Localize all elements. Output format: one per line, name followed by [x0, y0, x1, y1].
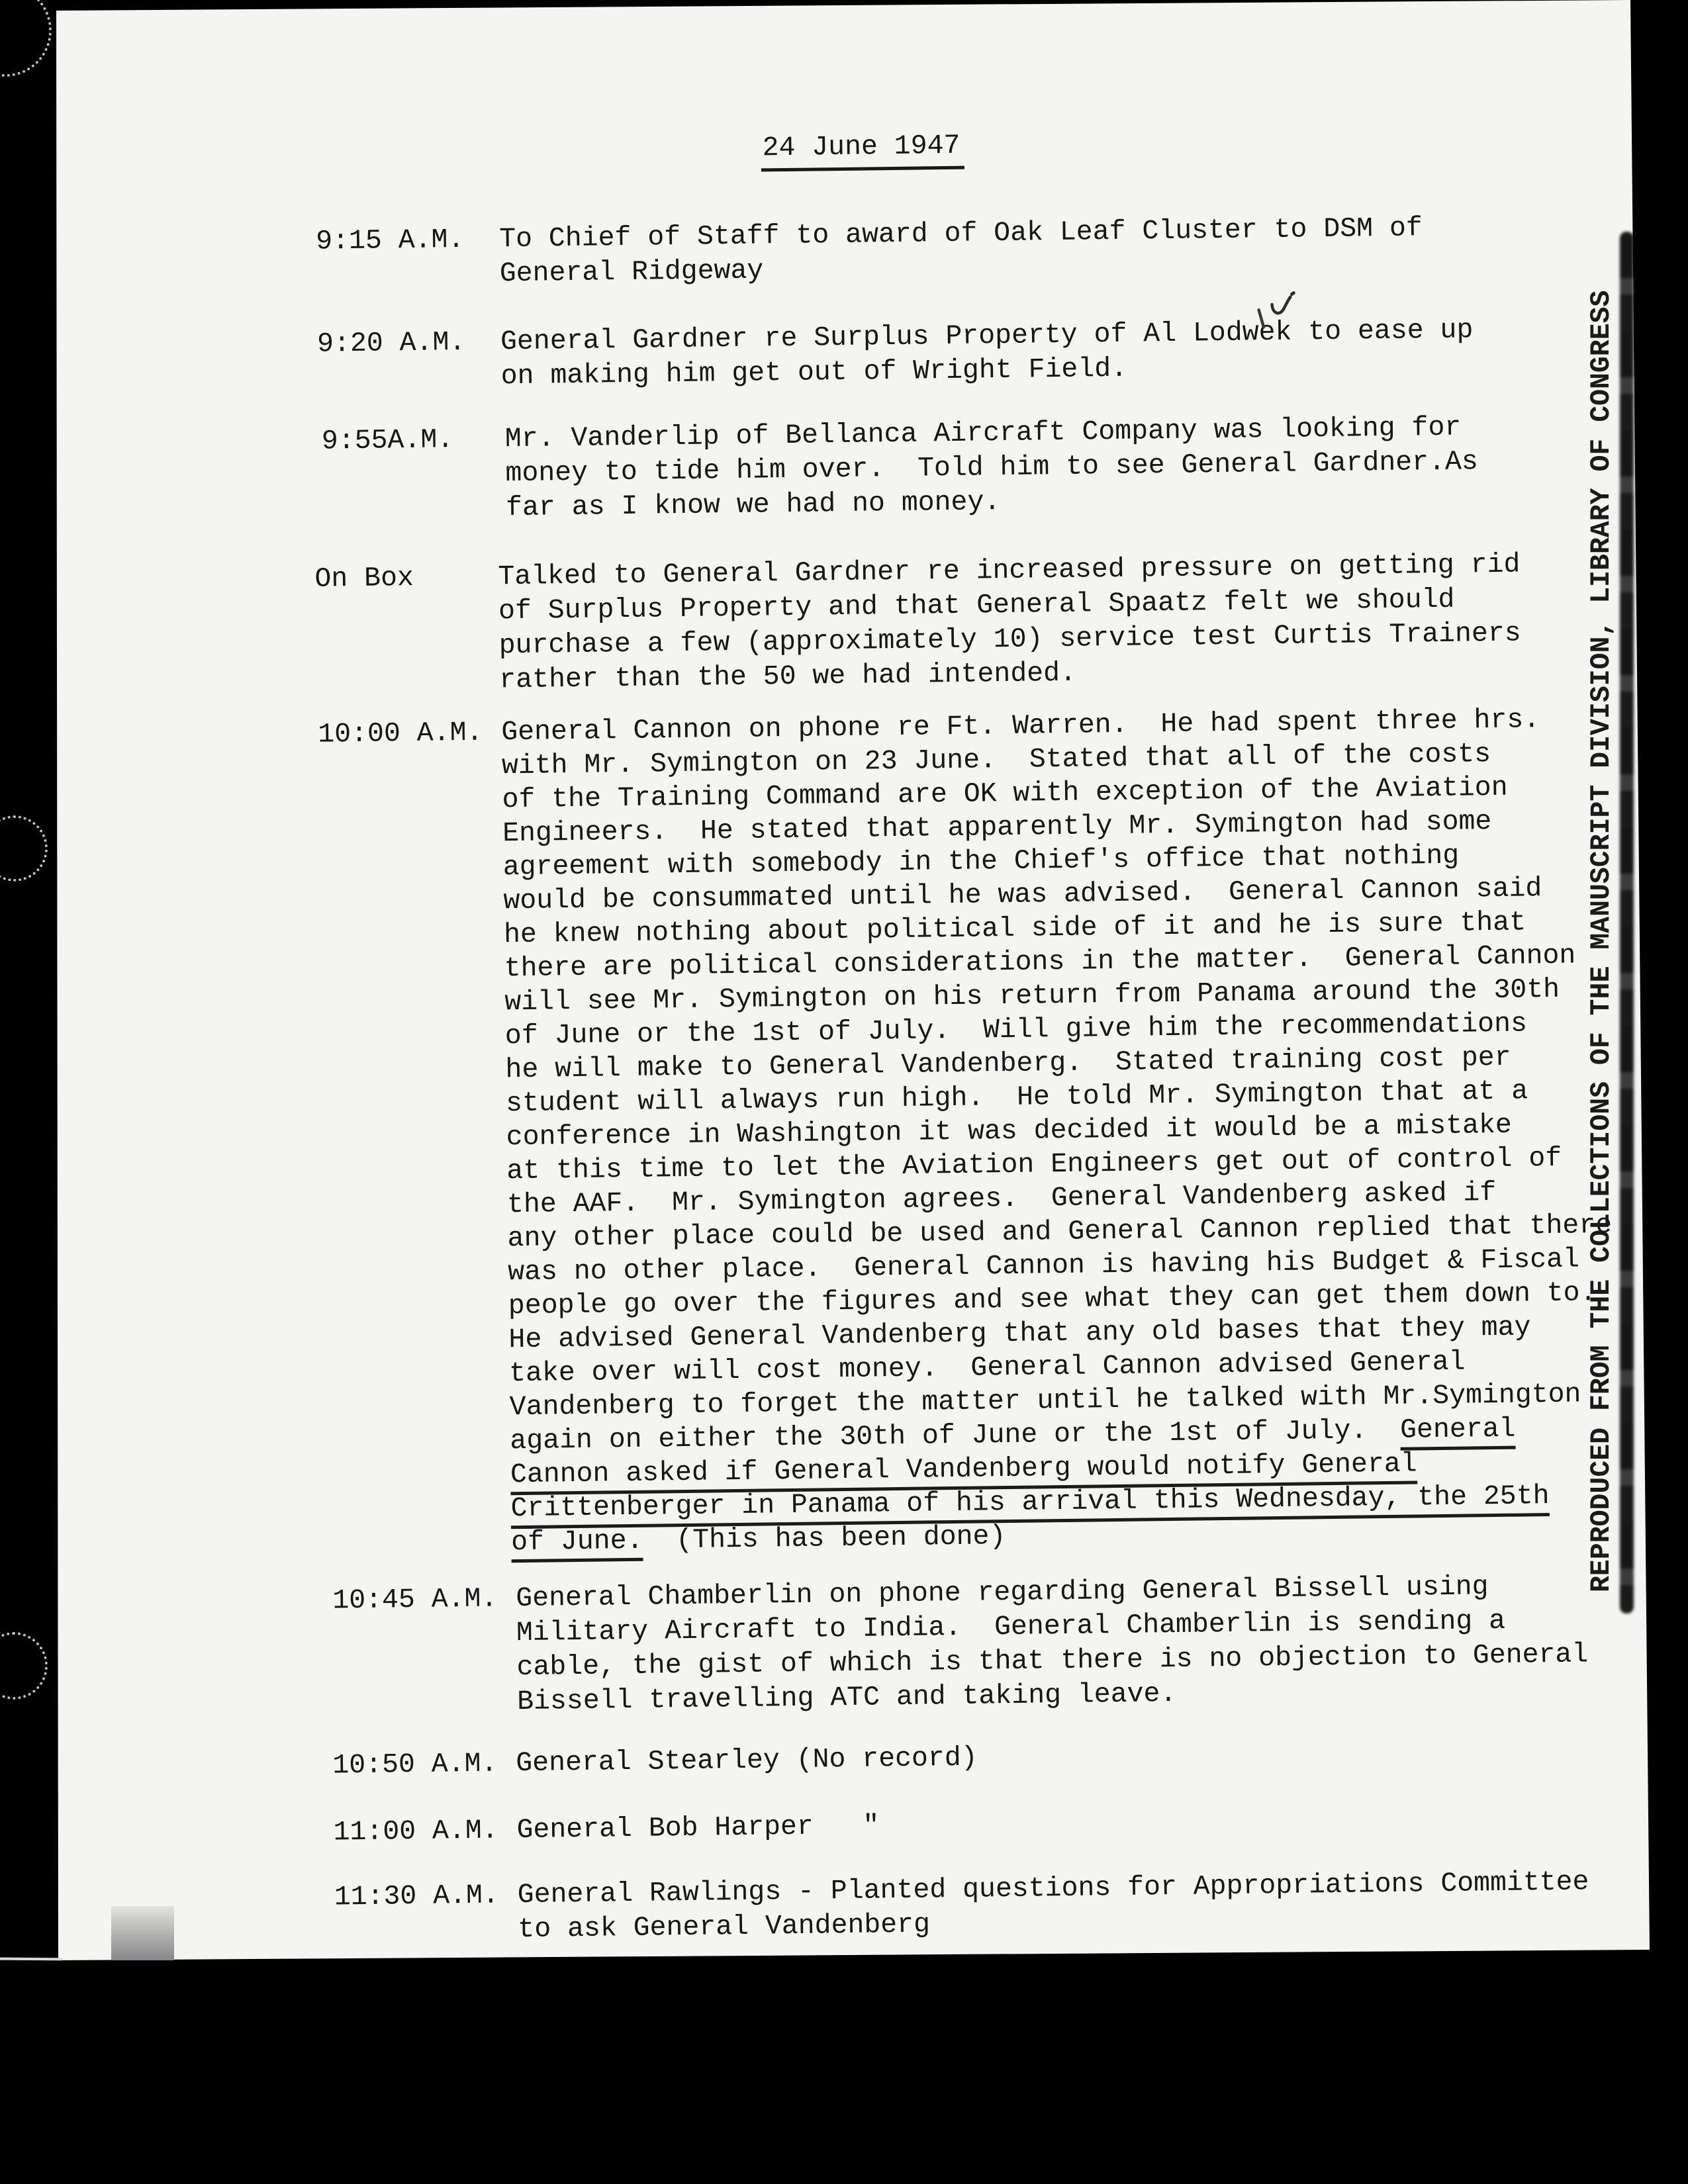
- entry-time: 10:00 A.M.: [318, 717, 483, 751]
- text-segment: He advised General Vandenberg that any old bases that they may: [508, 1312, 1531, 1356]
- entry-line: [516, 1809, 879, 1848]
- text-segment: of June or the 1st of July. Will give him the recommendations: [504, 1008, 1528, 1052]
- text-segment: with Mr. Symington on 23 June. Stated that all of the costs: [501, 739, 1491, 782]
- entry-text: [501, 702, 1616, 1559]
- archive-stamp: REPRODUCED FROM THE COLLECTIONS OF THE MANUSCRIPT DIVISION, LIBRARY OF CONGRESS: [1586, 290, 1617, 1592]
- text-segment: at this time to let the Aviation Engineers get out of control of: [506, 1142, 1562, 1187]
- scan-streak: [1620, 232, 1634, 1614]
- text-segment: Engineers. He stated that apparently Mr. Symington had some: [502, 806, 1492, 850]
- text-segment: purchase a few (approximately 10) service test Curtis Trainers: [498, 617, 1521, 662]
- log-entry: [314, 547, 1521, 700]
- text-segment: General Rawlings - Planted questions for Appropriations Committee: [517, 1866, 1589, 1911]
- underlined-text: Crittenberger in Panama of his arrival this Wednesday, the 25th: [510, 1480, 1550, 1529]
- text-segment: again on either the 30th of June or the 1st of July.: [510, 1414, 1401, 1457]
- document-date-heading: 24 June 1947: [761, 130, 964, 172]
- entry-time: On Box: [314, 562, 414, 595]
- text-segment: was no other place. General Cannon is having his Budget & Fiscal: [508, 1244, 1580, 1289]
- text-segment: General Chamberlin on phone regarding General Bissell using: [516, 1571, 1489, 1615]
- entry-time: 9:15 A.M.: [315, 224, 465, 257]
- entry-text: [499, 211, 1423, 291]
- text-segment: rather than the 50 we had intended.: [499, 657, 1077, 696]
- text-segment: cable, the gist of which is that there is no objection to General: [516, 1639, 1589, 1684]
- text-segment: he will make to General Vandenberg. Stated training cost per: [505, 1042, 1511, 1086]
- text-segment: To Chief of Staff to award of Oak Leaf Cluster to DSM of: [498, 212, 1423, 255]
- text-segment: would be consummated until he was advised. General Cannon said: [503, 873, 1542, 917]
- entry-text: [517, 1865, 1589, 1947]
- entry-time: 9:55A.M.: [321, 424, 454, 457]
- log-entry: [334, 1865, 1589, 1949]
- text-segment: agreement with somebody in the Chief's office that nothing: [502, 840, 1460, 884]
- text-segment: General Ridgeway: [499, 255, 764, 290]
- entry-text: [505, 410, 1479, 525]
- text-segment: Mr. Vanderlip of Bellanca Aircraft Company was looking for: [504, 412, 1462, 455]
- entry-line: [516, 1741, 978, 1782]
- entry-time: 10:45 A.M.: [332, 1583, 498, 1617]
- entry-text: [498, 547, 1521, 698]
- entry-time: 9:20 A.M.: [316, 326, 466, 360]
- text-segment: General Bob Harper ": [516, 1810, 880, 1846]
- text-segment: of the Training Command are OK with exception of the Aviation: [502, 772, 1508, 816]
- text-segment: student will always run high. He told Mr. Symington that at a: [505, 1075, 1528, 1120]
- entry-time: 11:00 A.M.: [333, 1815, 498, 1848]
- text-segment: the AAF. Mr. Symington agrees. General Vandenberg asked if: [506, 1177, 1497, 1221]
- entry-time: 11:30 A.M.: [334, 1880, 500, 1913]
- log-entry: [332, 1741, 978, 1784]
- entry-text: [516, 1569, 1589, 1719]
- text-segment: conference in Washington it was decided it would be a mistake: [506, 1109, 1513, 1154]
- log-entry: [330, 1569, 1589, 1721]
- text-segment: money to tide him over. Told him to see General Gardner.As: [505, 446, 1479, 490]
- text-segment: any other place could be used and General Cannon replied that there: [507, 1209, 1613, 1255]
- log-entry: [320, 702, 1616, 1562]
- text-segment: he knew nothing about political side of it and he is sure that: [503, 907, 1526, 951]
- entry-text: [516, 1741, 978, 1782]
- log-entry: [316, 410, 1479, 527]
- text-segment: (This has been done): [643, 1521, 1006, 1557]
- underlined-text: General: [1400, 1414, 1516, 1451]
- text-segment: people go over the figures and see what they can get them down to.: [508, 1277, 1597, 1322]
- text-segment: General Cannon on phone re Ft. Warren. He had spent three hrs.: [501, 704, 1540, 749]
- text-segment: Vandenberg to forget the matter until he talked with Mr.Symington: [509, 1379, 1581, 1424]
- entry-time: 10:50 A.M.: [332, 1748, 498, 1782]
- text-segment: Military Aircraft to India. General Chamberlin is sending a: [516, 1605, 1506, 1649]
- handwritten-check-icon: [1252, 290, 1296, 336]
- text-segment: of Surplus Property and that General Spaatz felt we should: [498, 584, 1455, 627]
- text-segment: General Gardner re Surplus Property of Al Lodwek to ease up: [500, 314, 1474, 358]
- text-segment: Bissell travelling ATC and taking leave.: [516, 1678, 1177, 1718]
- text-segment: General Stearley (No record): [516, 1742, 978, 1780]
- entry-text: [500, 313, 1474, 394]
- text-segment: there are political considerations in the matter. General Cannon: [504, 940, 1576, 985]
- text-segment: will see Mr. Symington on his return from Panama around the 30th: [504, 974, 1560, 1019]
- entry-text: [516, 1809, 879, 1848]
- underlined-text: Cannon asked if General Vandenberg would notify General: [510, 1448, 1417, 1495]
- text-segment: to ask General Vandenberg: [518, 1909, 931, 1946]
- text-segment: take over will cost money. General Cannon advised General: [508, 1346, 1466, 1390]
- log-entry: [314, 211, 1423, 293]
- log-entry: [315, 313, 1474, 396]
- log-entry: [333, 1809, 879, 1850]
- text-segment: Talked to General Gardner re increased pressure on getting rid: [498, 549, 1521, 593]
- underlined-text: of June.: [511, 1525, 643, 1563]
- text-segment: on making him get out of Wright Field.: [500, 353, 1128, 392]
- text-segment: far as I know we had no money.: [505, 486, 1001, 524]
